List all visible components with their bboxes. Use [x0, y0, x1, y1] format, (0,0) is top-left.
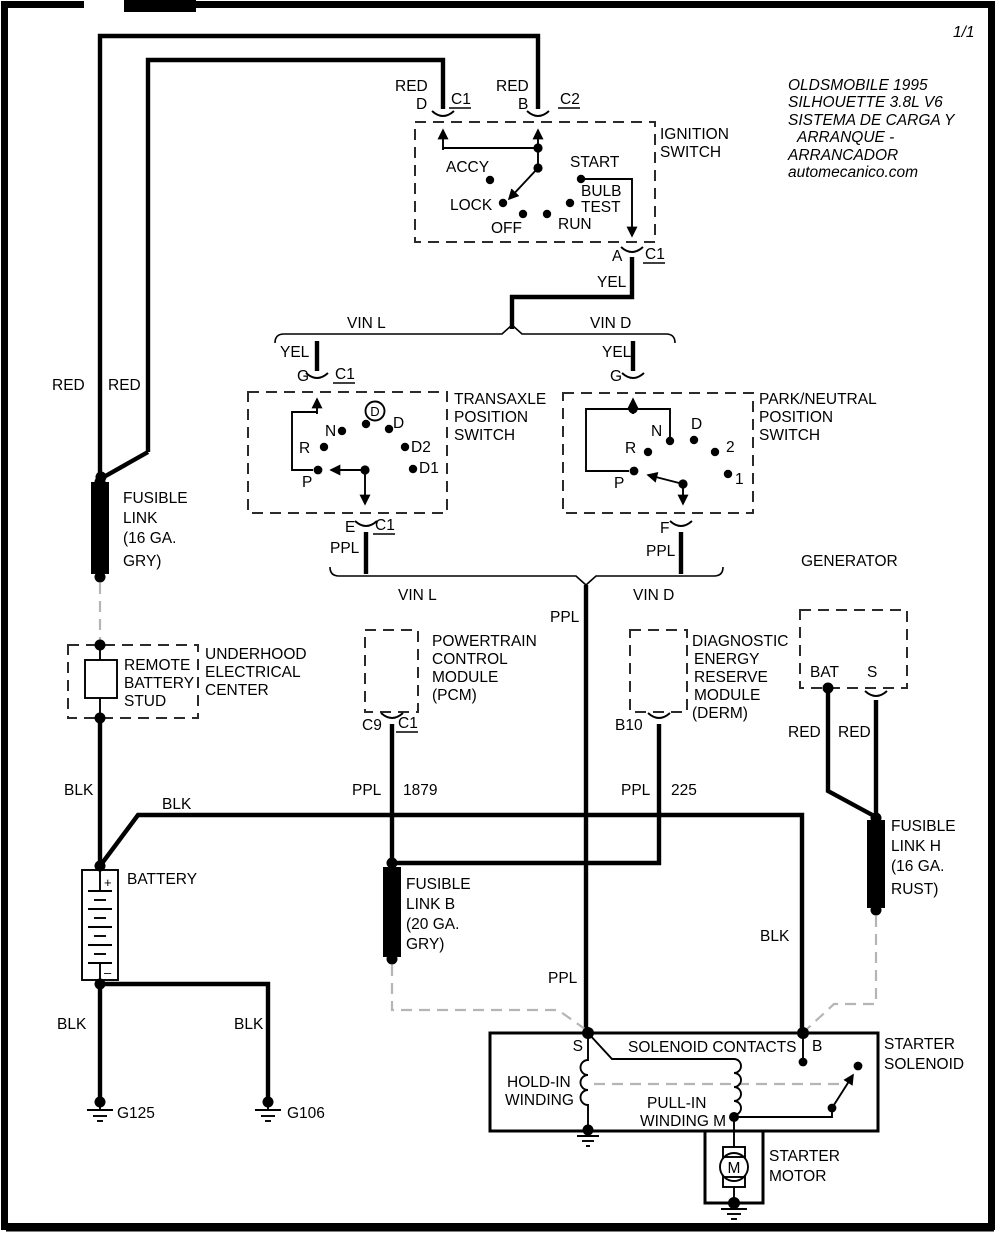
motor-m-label: M: [727, 1160, 741, 1177]
pin-b-label: B: [518, 96, 529, 113]
pcm: [352, 630, 537, 862]
park-neutral-position-switch: [563, 391, 877, 574]
park-title-1: PARK/NEUTRAL: [759, 391, 877, 408]
fusible-link-h-body: [867, 820, 885, 908]
contact-1: [724, 470, 732, 478]
position-bulb: BULB: [581, 183, 622, 200]
connector-c1-label: C1: [451, 91, 471, 108]
link-b-line-3: (20 GA.: [406, 916, 460, 933]
pcm-title-4: (PCM): [432, 687, 477, 704]
link-b-line-1: FUSIBLE: [406, 876, 471, 893]
ignition-switch-title-1: IGNITION: [660, 126, 729, 143]
circuit-number-1879: 1879: [403, 782, 438, 799]
label-r: R: [625, 440, 637, 457]
wire-color-yel-right: YEL: [602, 344, 632, 361]
connector-socket-a: [621, 247, 643, 252]
transaxle-title-3: SWITCH: [454, 427, 516, 444]
wire-color-ppl-derm: PPL: [621, 782, 651, 799]
contact-lock: [499, 199, 507, 207]
label-d: D: [691, 416, 703, 433]
generator: [788, 553, 907, 817]
battery-minus: –: [104, 965, 112, 980]
circled-d-label: D: [370, 404, 380, 419]
position-run: RUN: [558, 216, 592, 233]
transaxle-title-2: POSITION: [454, 409, 529, 426]
wire-color-blk-branch: BLK: [162, 796, 192, 813]
contact-d1: [409, 465, 417, 473]
wire-color-red-b: RED: [496, 78, 529, 95]
contact-r: [644, 448, 652, 456]
branch-brace-lower: [330, 567, 723, 585]
label-n: N: [651, 423, 663, 440]
hold-in-label-2: WINDING: [505, 1092, 574, 1109]
fusible-link-b: [383, 858, 585, 1030]
derm-title-4: MODULE: [694, 687, 761, 704]
derm-title-3: RESERVE: [694, 669, 768, 686]
label-2: 2: [726, 439, 735, 456]
branch-vin-d: VIN D: [633, 587, 675, 604]
derm-title-2: ENERGY: [694, 651, 760, 668]
pin-b10-label: B10: [615, 717, 643, 734]
battery-title: BATTERY: [127, 871, 198, 888]
terminal-bat-label: BAT: [810, 664, 839, 681]
wire-color-ppl-upper: PPL: [550, 609, 580, 626]
contact-r: [320, 443, 328, 451]
park-rotor-arm: [648, 475, 683, 484]
pcm-title-2: CONTROL: [432, 651, 508, 668]
label-d1: D1: [419, 460, 439, 477]
connector-c1-g: C1: [335, 366, 355, 383]
wire-color-yel-left: YEL: [280, 344, 310, 361]
hold-in-label-1: HOLD-IN: [507, 1074, 571, 1091]
position-start: START: [570, 154, 620, 171]
pcm-title-1: POWERTRAIN: [432, 633, 537, 650]
blk-wire-g106: [100, 984, 268, 1098]
remote-battery-stud: [85, 660, 117, 698]
fusible-link-b-body: [383, 867, 401, 957]
wire-color-red-bat: RED: [788, 724, 821, 741]
battery-plus: +: [104, 875, 112, 890]
link-h-line-3: (16 GA.: [891, 858, 945, 875]
red-feed-wire-join: [102, 452, 148, 478]
wire-color-ppl-lower: PPL: [548, 970, 578, 987]
connector-c1-pcm: C1: [398, 715, 418, 732]
ground-g125-label: G125: [117, 1105, 155, 1122]
park-title-3: SWITCH: [759, 427, 821, 444]
title-line-2: SILHOUETTE 3.8L V6: [788, 94, 943, 111]
connector-c1-a-label: C1: [645, 246, 665, 263]
pin-g-left: G: [297, 368, 310, 385]
wire-color-blk-right: BLK: [234, 1016, 264, 1033]
wire-color-ppl-f: PPL: [646, 543, 676, 560]
fusible-link-main-body: [91, 482, 109, 574]
contact-d-main: [362, 420, 370, 428]
wire-color-blk-left: BLK: [57, 1016, 87, 1033]
pin-d-label: D: [416, 96, 428, 113]
contact-accy: [486, 176, 494, 184]
contact-bulb-test: [566, 199, 574, 207]
label-n: N: [325, 423, 337, 440]
battery: [57, 861, 268, 1099]
motor-title-1: STARTER: [769, 1148, 840, 1165]
terminal-m-label: M: [713, 1113, 726, 1130]
title-line-6: automecanico.com: [788, 164, 919, 181]
connector-socket-s: [865, 691, 887, 696]
red-feed-wire-inner: [148, 60, 443, 452]
position-test: TEST: [581, 199, 621, 216]
fusible-link-h: [807, 813, 956, 1030]
wire-color-red-d: RED: [395, 78, 428, 95]
pull-in-label-1: PULL-IN: [647, 1095, 707, 1112]
stud-label-3: STUD: [124, 693, 167, 710]
terminal-s-label: S: [572, 1038, 583, 1055]
connector-socket-g-left: [306, 373, 328, 378]
link-main-line-2: LINK: [123, 510, 158, 527]
contact-b-fixed: [799, 1058, 808, 1067]
pcm-title-3: MODULE: [432, 669, 499, 686]
wire-color-blk-solenoid: BLK: [760, 928, 790, 945]
contact-2: [711, 448, 719, 456]
solenoid-title-1: STARTER: [884, 1036, 955, 1053]
branch-vin-d: VIN D: [590, 315, 632, 332]
terminal-s-label: S: [867, 664, 878, 681]
pull-in-label-2: WINDING: [640, 1113, 709, 1130]
wire-color-ppl-pcm: PPL: [352, 782, 382, 799]
label-p: P: [302, 474, 313, 491]
transaxle-title-1: TRANSAXLE: [454, 391, 547, 408]
fusible-link-h-lead: [807, 916, 876, 1029]
connector-socket-g-right: [622, 373, 644, 378]
generator-title: GENERATOR: [801, 553, 898, 570]
contact-n: [338, 427, 346, 435]
contact-upper-fixed: [854, 1062, 863, 1071]
connector-c1-e: C1: [375, 517, 395, 534]
connector-socket-f: [670, 521, 692, 526]
border-notch: [84, 0, 126, 10]
link-b-line-2: LINK B: [406, 896, 456, 913]
underhood-title-3: CENTER: [205, 682, 269, 699]
link-main-line-1: FUSIBLE: [123, 490, 188, 507]
contact-p: [314, 466, 323, 475]
ignition-switch-title-2: SWITCH: [660, 144, 722, 161]
wire-color-red-outer: RED: [52, 377, 85, 394]
connector-socket-b10: [648, 713, 670, 718]
connector-socket-d: [432, 111, 454, 116]
ground-g106: [255, 1097, 325, 1123]
title-block: [787, 24, 975, 181]
motor-title-2: MOTOR: [769, 1168, 827, 1185]
page-number: 1/1: [953, 24, 975, 41]
position-off: OFF: [491, 220, 522, 237]
ground-g125: [87, 1097, 155, 1123]
contact-d2: [401, 443, 409, 451]
link-h-line-1: FUSIBLE: [891, 818, 956, 835]
contact-n: [666, 437, 674, 445]
branch-vin-l: VIN L: [398, 587, 437, 604]
underhood-title-2: ELECTRICAL: [205, 664, 301, 681]
label-d2: D2: [411, 439, 431, 456]
stud-label-2: BATTERY: [124, 675, 195, 692]
ignition-rotor-arm: [509, 168, 538, 199]
link-main-line-4: GRY): [123, 553, 162, 570]
title-line-5: ARRANCADOR: [788, 147, 899, 164]
solenoid-title-2: SOLENOID: [884, 1056, 965, 1073]
position-lock: LOCK: [450, 197, 493, 214]
solenoid-contacts-label: SOLENOID CONTACTS: [628, 1039, 797, 1056]
pin-g-right: G: [610, 368, 623, 385]
stud-label-1: REMOTE: [124, 657, 191, 674]
connector-c2-label: C2: [560, 91, 580, 108]
ignition-switch: [395, 78, 729, 291]
transaxle-position-switch: [248, 391, 546, 574]
label-1: 1: [735, 471, 744, 488]
pin-f-label: F: [660, 520, 670, 537]
contact-d: [385, 425, 393, 433]
contact-d: [690, 436, 698, 444]
connector-socket-b: [527, 111, 549, 116]
contact-p: [630, 467, 639, 476]
page-border: [5, 0, 995, 1228]
contact-off: [519, 210, 527, 218]
wire-color-ppl-e: PPL: [330, 540, 360, 557]
link-h-line-2: LINK H: [891, 838, 941, 855]
red-wire-bat: [828, 690, 876, 817]
connector-socket-e: [355, 521, 377, 526]
label-p: P: [614, 475, 625, 492]
ground-g106-label: G106: [287, 1105, 325, 1122]
pin-e-label: E: [345, 519, 356, 536]
pull-in-coil: [734, 1059, 741, 1115]
link-b-line-4: GRY): [406, 936, 445, 953]
wire-color-red-inner: RED: [108, 377, 141, 394]
contact-moving-arm: [832, 1075, 853, 1108]
circuit-number-225: 225: [671, 782, 697, 799]
branch-vin-l: VIN L: [347, 315, 386, 332]
starter-solenoid: [490, 1027, 964, 1146]
title-line-1: OLDSMOBILE 1995: [788, 77, 928, 94]
contact-run: [543, 210, 551, 218]
underhood-title-1: UNDERHOOD: [205, 646, 307, 663]
wire-color-yel-a: YEL: [597, 274, 627, 291]
link-main-line-3: (16 GA.: [123, 530, 177, 547]
pin-a-label: A: [612, 248, 623, 265]
terminal-b-label: B: [812, 1038, 823, 1055]
label-d: D: [393, 415, 405, 432]
title-line-4: ARRANQUE -: [797, 129, 895, 146]
border-tab: [124, 0, 196, 12]
derm-title-5: (DERM): [692, 705, 748, 722]
wire-color-blk-down: BLK: [64, 782, 94, 799]
wire-color-red-s: RED: [838, 724, 871, 741]
position-accy: ACCY: [446, 159, 490, 176]
pin-c9-label: C9: [362, 717, 382, 734]
title-line-3: SISTEMA DE CARGA Y: [788, 112, 955, 129]
link-h-line-4: RUST): [891, 881, 939, 898]
park-title-2: POSITION: [759, 409, 834, 426]
derm-title-1: DIAGNOSTIC: [692, 633, 789, 650]
grounds: [87, 1097, 325, 1123]
label-r: R: [299, 440, 311, 457]
fusible-link-main: [91, 477, 188, 644]
